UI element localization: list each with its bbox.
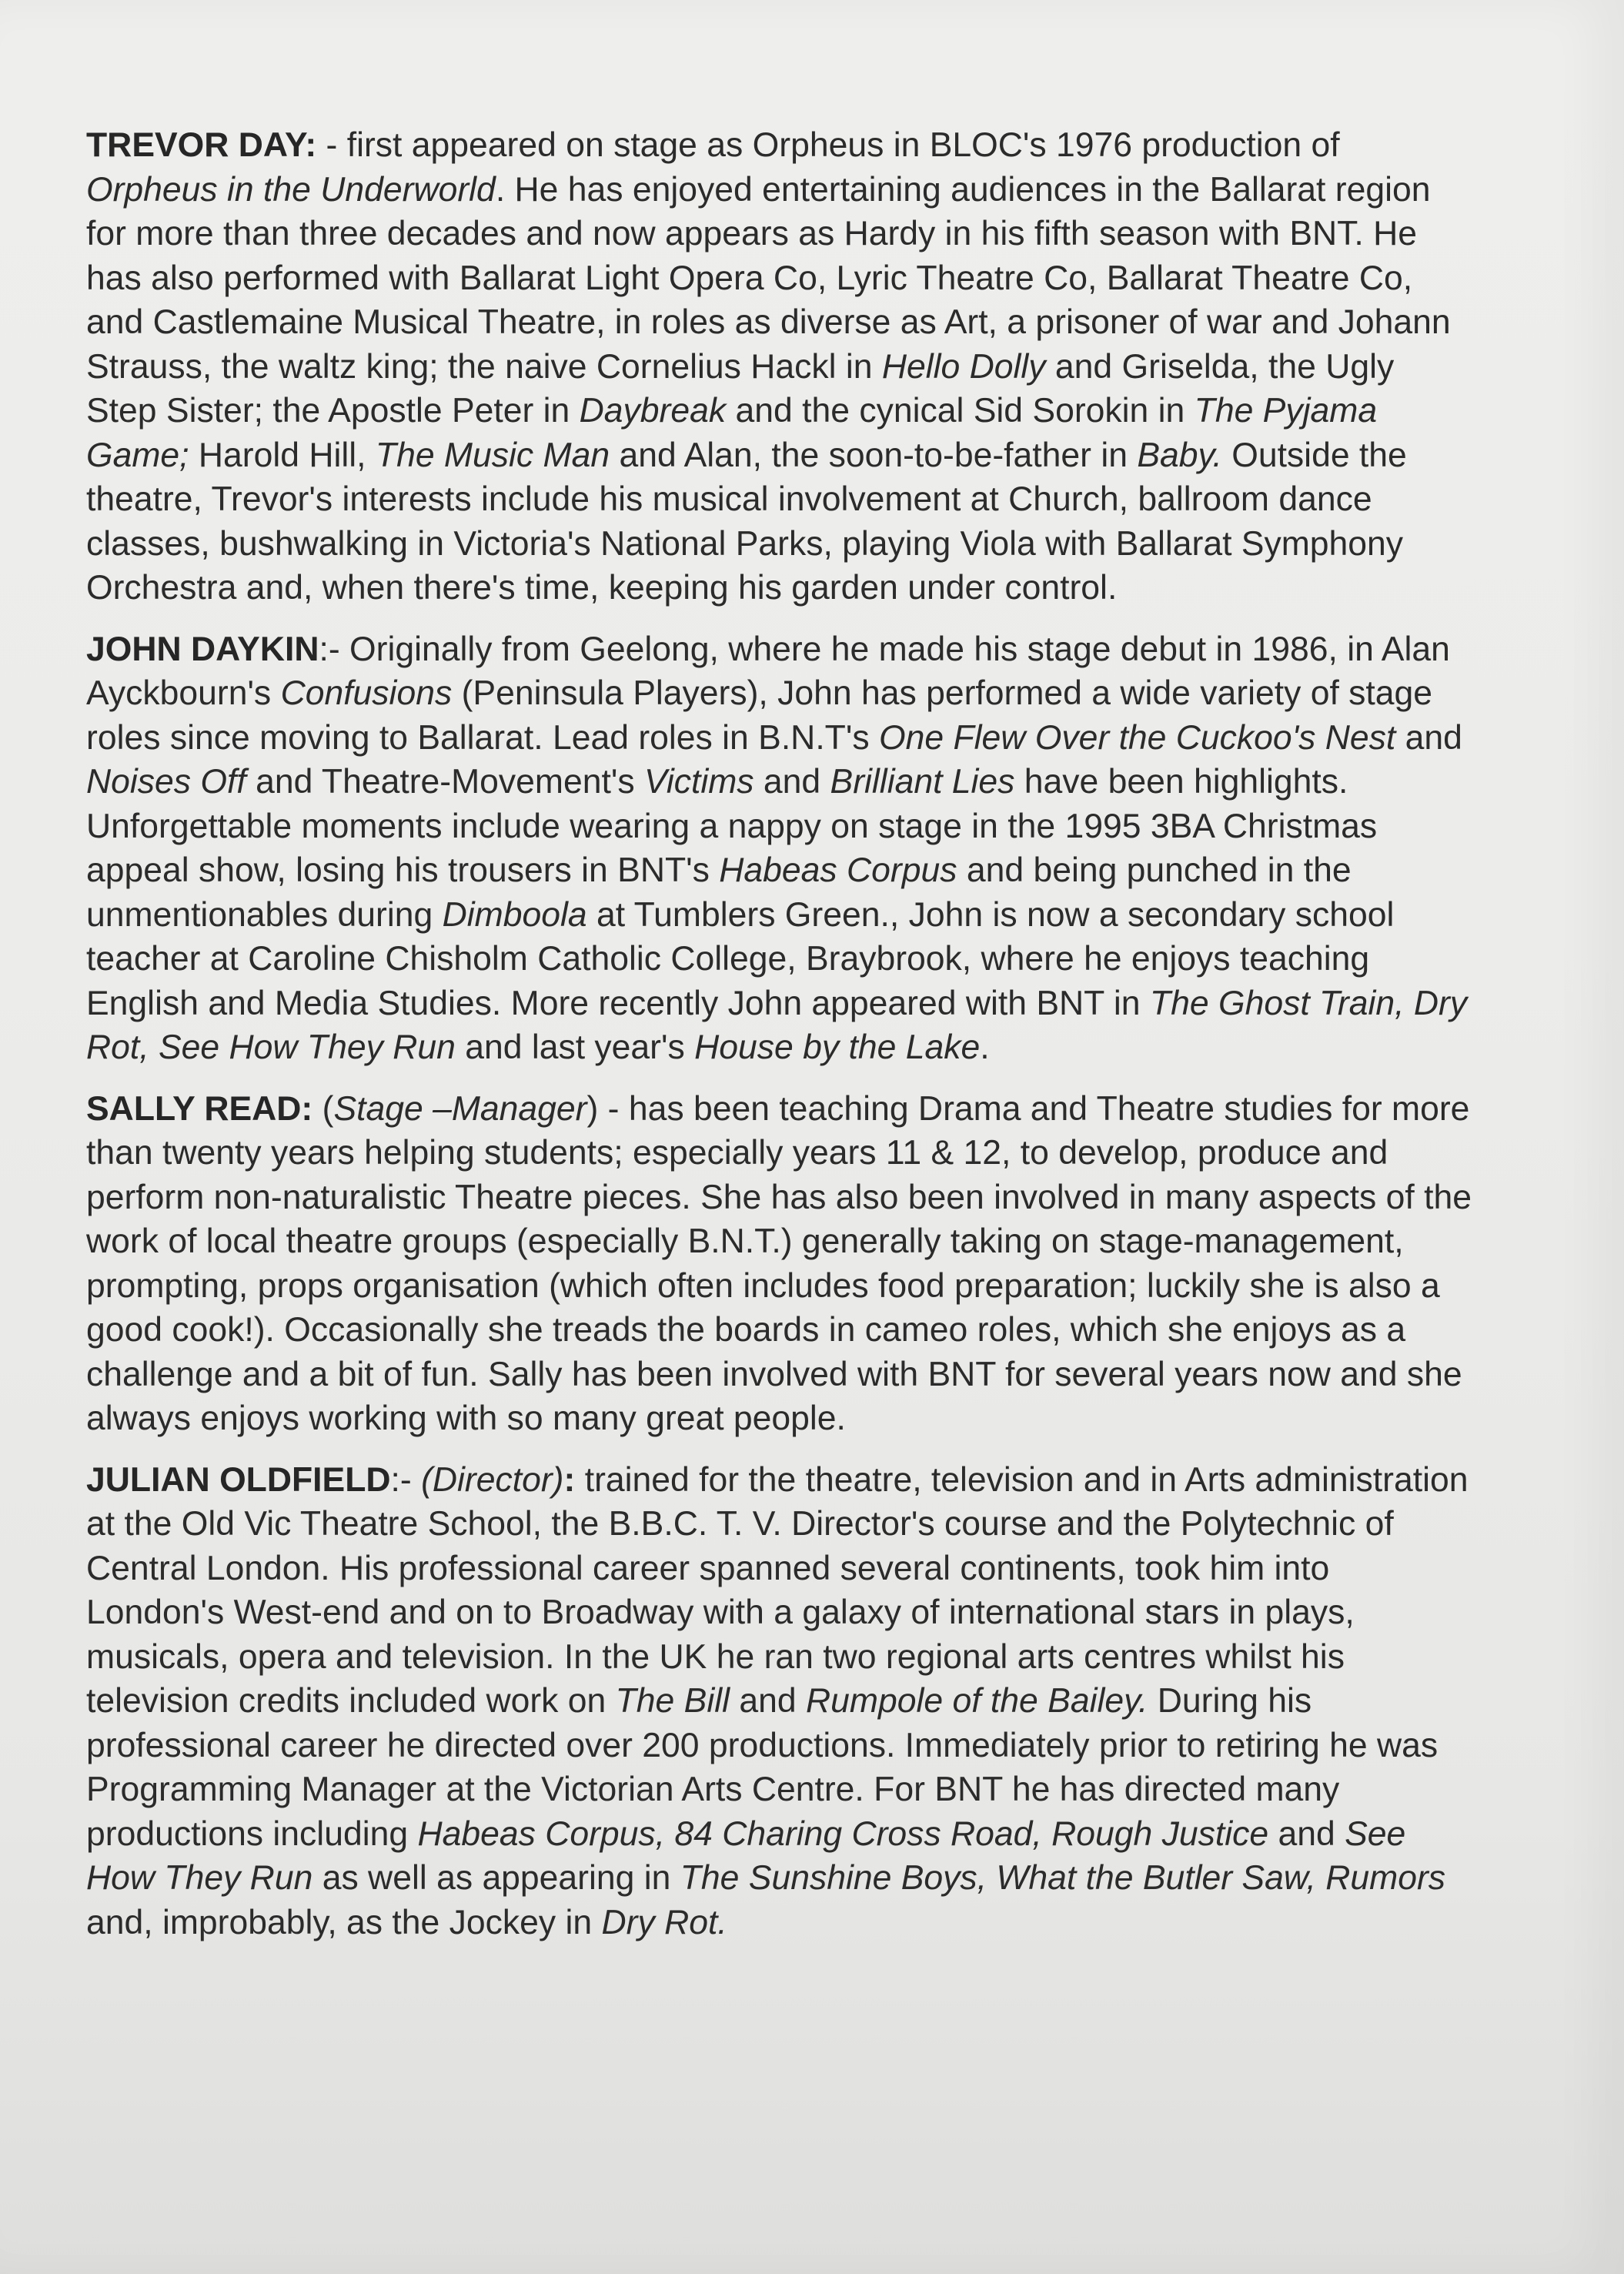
bio-julian-oldfield: JULIAN OLDFIELD:- (Director): trained for the theatre, television and in Arts administration at the Old Vic Theatre School, the B.B.C. T. V. Director's course and the Polytechnic of Central London. His professional career spanned several continents, took him into London's West-end and on to Broadway with a galaxy of international stars in plays, musicals, opera and television. In the UK he ran two regional arts centres whilst his television credits included work on The Bill and Rumpole of the Bailey. During his professional career he directed over 200 productions. Immediately prior to retiring he was Programming Manager at the Victorian Arts Centre. For BNT he has directed many productions including Habeas Corpus, 84 Charing Cross Road, Rough Justice and See How They Run as well as appearing in The Sunshine Boys, What the Butler Saw, Rumors and, improbably, as the Jockey in Dry Rot. (86, 1460, 1469, 1941)
bio-name: JULIAN OLDFIELD (86, 1460, 391, 1499)
bio-sally-read: SALLY READ: (Stage –Manager) - has been teaching Drama and Theatre studies for more than twenty years helping students; especially years 11 & 12, to develop, produce and perform non-naturalistic Theatre pieces. She has also been involved in many aspects of the work of local theatre groups (especially B.N.T.) generally taking on stage-management, prompting, props organisation (which often includes food preparation; luckily she is also a good cook!). Occasionally she treads the boards in cameo roles, which she enjoys as a challenge and a bit of fun. Sally has been involved with BNT for several years now and she always enjoys working with so many great people. (86, 1089, 1472, 1437)
bio-name: JOHN DAYKIN (86, 630, 319, 668)
bio-name: SALLY READ: (86, 1089, 313, 1128)
bio-john-daykin: JOHN DAYKIN:- Originally from Geelong, where he made his stage debut in 1986, in Alan Ayckbourn's Confusions (Peninsula Players), John has performed a wide variety of stage roles since moving to Ballarat. Lead roles in B.N.T's One Flew Over the Cuckoo's Nest and Noises Off and Theatre-Movement's Victims and Brilliant Lies have been highlights. Unforgettable moments include wearing a nappy on stage in the 1995 3BA Christmas appeal show, losing his trousers in BNT's Habeas Corpus and being punched in the unmentionables during Dimboola at Tumblers Green., John is now a secondary school teacher at Caroline Chisholm Catholic College, Braybrook, where he enjoys teaching English and Media Studies. More recently John appeared with BNT in The Ghost Train, Dry Rot, See How They Run and last year's House by the Lake. (86, 630, 1468, 1066)
cast-bios (86, 123, 1472, 1961)
bio-trevor-day: TREVOR DAY: - first appeared on stage as Orpheus in BLOC's 1976 production of Orpheus in the Underworld. He has enjoyed entertaining audiences in the Ballarat region for more than three decades and now appears as Hardy in his fifth season with BNT. He has also performed with Ballarat Light Opera Co, Lyric Theatre Co, Ballarat Theatre Co, and Castlemaine Musical Theatre, in roles as diverse as Art, a prisoner of war and Johann Strauss, the waltz king; the naive Cornelius Hackl in Hello Dolly and Griselda, the Ugly Step Sister; the Apostle Peter in Daybreak and the cynical Sid Sorokin in The Pyjama Game; Harold Hill, The Music Man and Alan, the soon-to-be-father in Baby. Outside the theatre, Trevor's interests include his musical involvement at Church, ballroom dance classes, bushwalking in Victoria's National Parks, playing Viola with Ballarat Symphony Orchestra and, when there's time, keeping his garden under control. (86, 126, 1451, 607)
bio-name: TREVOR DAY: (86, 126, 317, 164)
